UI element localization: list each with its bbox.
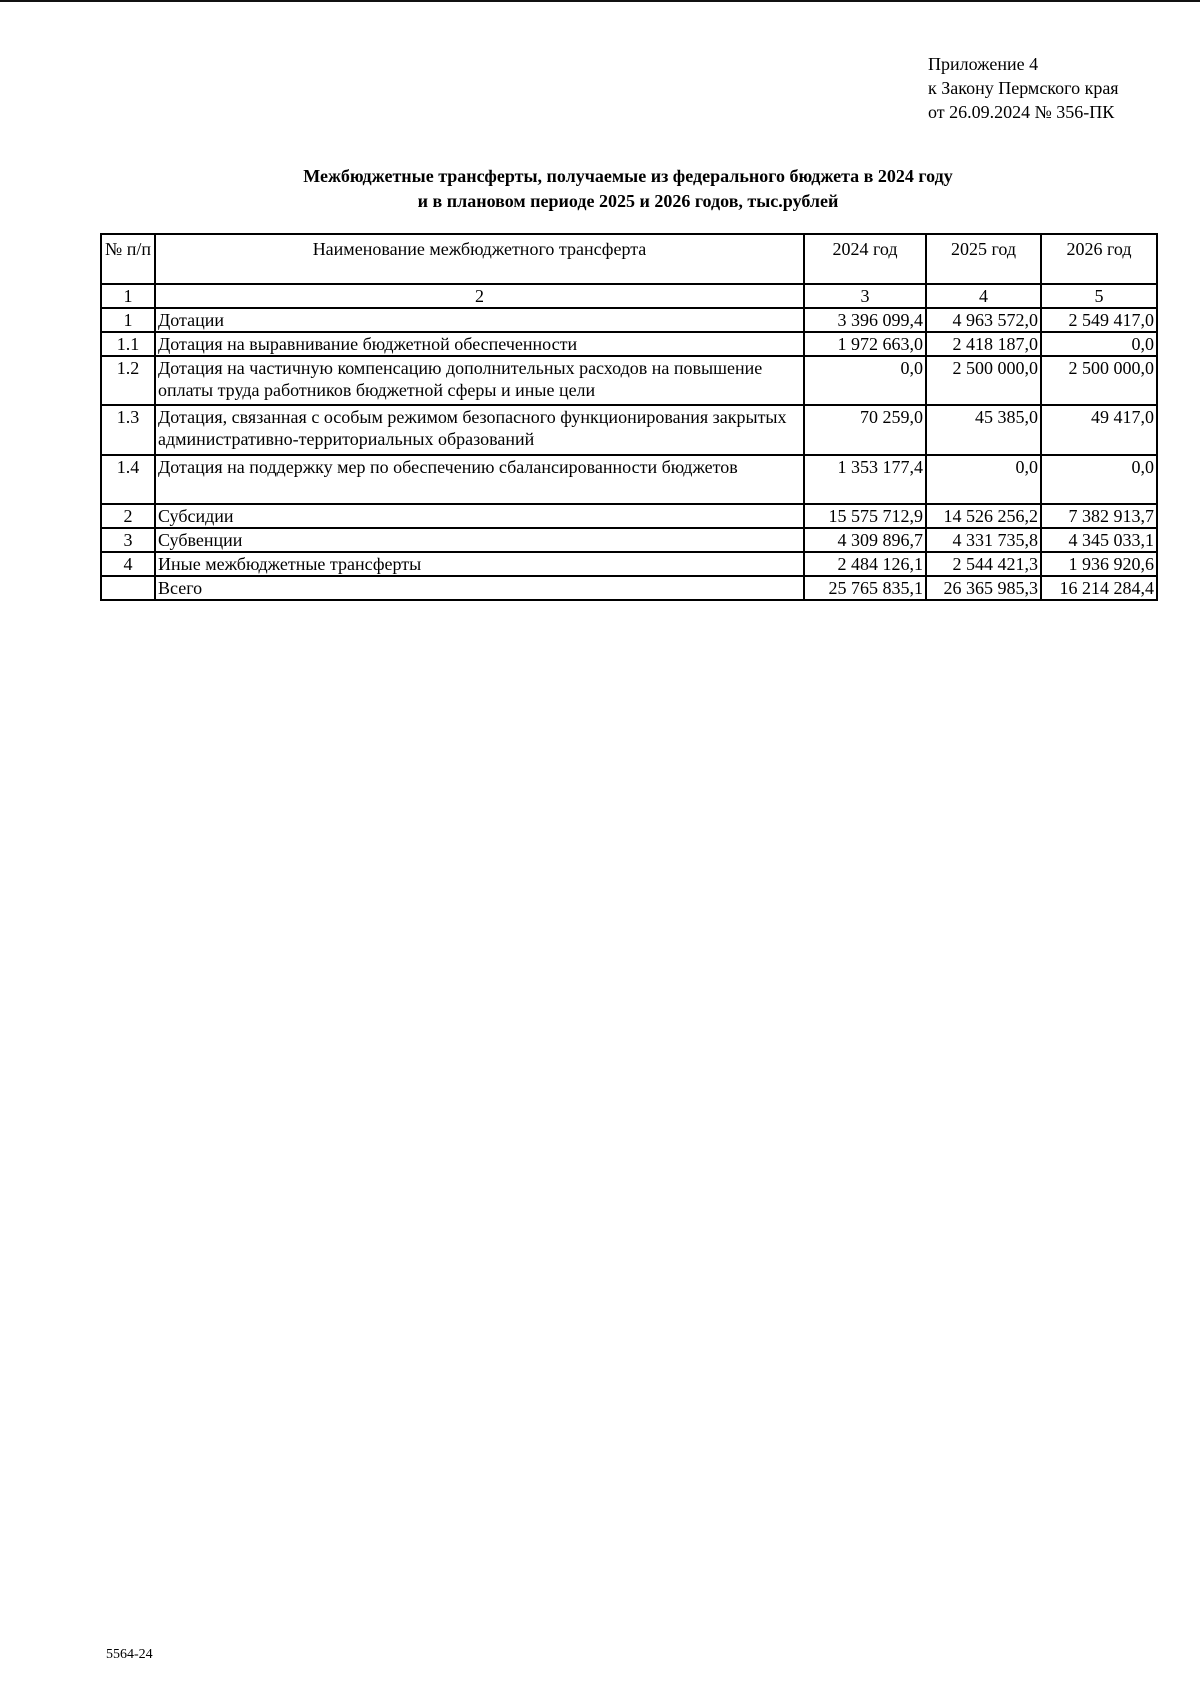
transfers-table [100,233,1158,601]
value-2025: 45 385,0 [926,405,1041,455]
title-line-2: и в плановом периоде 2025 и 2026 годов, тыс.рублей [417,191,839,211]
document-code: 5564-24 [106,1647,153,1662]
total-2024: 25 765 835,1 [804,576,926,600]
table-row [101,528,1157,552]
value-2024: 2 484 126,1 [804,552,926,576]
column-number: 4 [926,284,1041,308]
row-number: 1.3 [101,405,155,455]
value-2026: 0,0 [1041,455,1157,504]
value-2025: 2 418 187,0 [926,332,1041,356]
row-name: Субвенции [155,528,804,552]
value-2025: 0,0 [926,455,1041,504]
page-top-edge [0,0,1200,2]
appendix-reference [928,52,1119,124]
total-2025: 26 365 985,3 [926,576,1041,600]
row-name: Дотации [155,308,804,332]
value-2025: 2 500 000,0 [926,356,1041,405]
table-row [101,504,1157,528]
row-name: Дотация на выравнивание бюджетной обеспеченности [155,332,804,356]
row-number: 1.2 [101,356,155,405]
table-row [101,405,1157,455]
appendix-number: Приложение 4 [928,54,1039,74]
header-2024: 2024 год [804,234,926,284]
value-2026: 2 549 417,0 [1041,308,1157,332]
table-row [101,356,1157,405]
column-number: 2 [155,284,804,308]
table-row [101,552,1157,576]
total-2026: 16 214 284,4 [1041,576,1157,600]
column-number: 3 [804,284,926,308]
value-2026: 2 500 000,0 [1041,356,1157,405]
total-row [101,576,1157,600]
row-name: Дотация, связанная с особым режимом безопасного функционирования закрытых административно-территориальных образований [155,405,804,455]
value-2026: 4 345 033,1 [1041,528,1157,552]
row-number: 3 [101,528,155,552]
row-name: Дотация на частичную компенсацию дополнительных расходов на повышение оплаты труда работников бюджетной сферы и иные цели [155,356,804,405]
value-2025: 4 331 735,8 [926,528,1041,552]
value-2024: 3 396 099,4 [804,308,926,332]
row-number: 1 [101,308,155,332]
value-2026: 7 382 913,7 [1041,504,1157,528]
value-2024: 15 575 712,9 [804,504,926,528]
value-2026: 0,0 [1041,332,1157,356]
row-number: 1.1 [101,332,155,356]
header-row [101,234,1157,284]
value-2026: 1 936 920,6 [1041,552,1157,576]
column-number: 5 [1041,284,1157,308]
row-number: 2 [101,504,155,528]
row-name: Иные межбюджетные трансферты [155,552,804,576]
row-name: Субсидии [155,504,804,528]
value-2025: 4 963 572,0 [926,308,1041,332]
row-number [101,576,155,600]
column-number: 1 [101,284,155,308]
header-name: Наименование межбюджетного трансферта [155,234,804,284]
value-2026: 49 417,0 [1041,405,1157,455]
header-2026: 2026 год [1041,234,1157,284]
document-title [100,164,1156,214]
value-2024: 0,0 [804,356,926,405]
appendix-law-date: от 26.09.2024 № 356-ПК [928,102,1115,122]
title-line-1: Межбюджетные трансферты, получаемые из федерального бюджета в 2024 году [303,166,953,186]
value-2025: 14 526 256,2 [926,504,1041,528]
row-number: 4 [101,552,155,576]
header-2025: 2025 год [926,234,1041,284]
column-numbers-row [101,284,1157,308]
row-name: Всего [155,576,804,600]
value-2025: 2 544 421,3 [926,552,1041,576]
value-2024: 70 259,0 [804,405,926,455]
row-name: Дотация на поддержку мер по обеспечению сбалансированности бюджетов [155,455,804,504]
header-num: № п/п [101,234,155,284]
appendix-law: к Закону Пермского края [928,78,1119,98]
table-row [101,308,1157,332]
value-2024: 1 353 177,4 [804,455,926,504]
table-row [101,332,1157,356]
value-2024: 4 309 896,7 [804,528,926,552]
table-row [101,455,1157,504]
value-2024: 1 972 663,0 [804,332,926,356]
row-number: 1.4 [101,455,155,504]
